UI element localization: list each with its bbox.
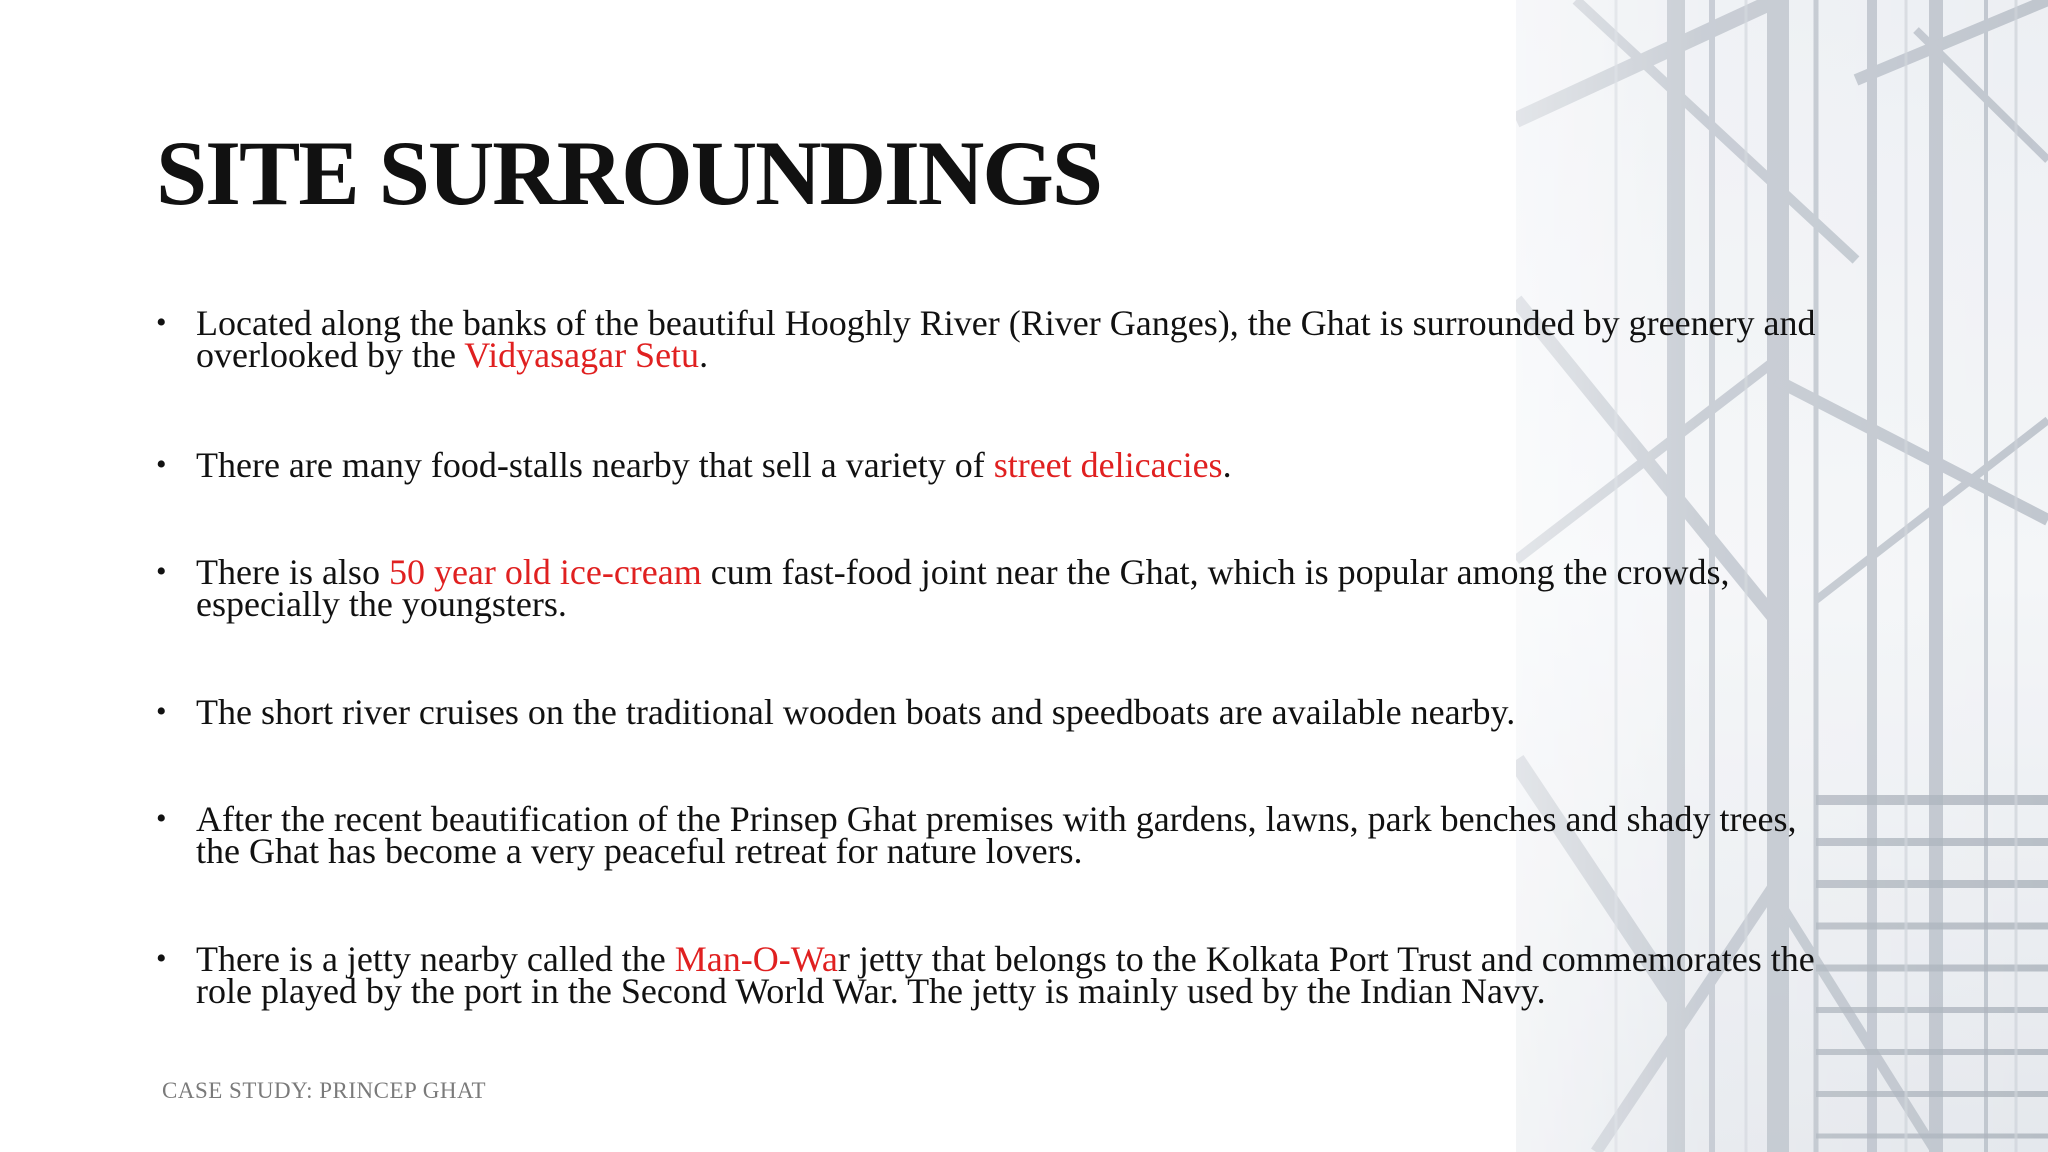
bullet-item: [156, 692, 1836, 732]
bullet-text-part: There is also: [196, 552, 389, 592]
highlighted-text: 50 year old ice-cream: [388, 552, 702, 592]
bullet-text: [196, 939, 1836, 1011]
bullet-marker: •: [156, 942, 167, 975]
bullet-text-part: cum fast-food joint near the Ghat, which is popular among the crowds, especially the youngsters.: [196, 552, 1730, 624]
bullet-text: [196, 303, 1836, 375]
bullet-text-part: .: [1222, 445, 1232, 485]
bullet-text-part: .: [699, 335, 709, 375]
bullet-marker: •: [156, 448, 167, 481]
bullet-text-part: r jetty that belongs to the Kolkata Port Trust and commemorates the role played by the port in the Second World War. The jetty is mainly used by the Indian Navy.: [196, 939, 1815, 1011]
highlighted-text: Vidyasagar Setu: [464, 335, 700, 375]
bullet-item: [156, 799, 1836, 871]
bullet-text-part: The short river cruises on the traditional wooden boats and speedboats are available nearby.: [196, 692, 1516, 732]
bullet-text: [196, 692, 1836, 732]
bullet-item: [156, 303, 1836, 375]
bullet-text-part: Located along the banks of the beautiful Hooghly River (River Ganges), the Ghat is surrounded by greenery and overlooked by the: [196, 303, 1816, 375]
highlighted-text: Man-O-Wa: [674, 939, 838, 979]
bullet-text-part: There are many food-stalls nearby that sell a variety of: [196, 445, 994, 485]
bullet-text: [196, 445, 1836, 485]
slide-title: SITE SURROUNDINGS: [156, 122, 1102, 224]
bullet-item: [156, 552, 1836, 624]
bullet-text-part: There is a jetty nearby called the: [196, 939, 675, 979]
bullet-marker: •: [156, 306, 167, 339]
bullet-text: [196, 799, 1836, 871]
bullet-marker: •: [156, 802, 167, 835]
bullet-text: [196, 552, 1836, 624]
bullet-item: [156, 939, 1836, 1011]
bullet-text-part: After the recent beautification of the Prinsep Ghat premises with gardens, lawns, park benches and shady trees, the Ghat has become a very peaceful retreat for nature lovers.: [196, 799, 1797, 871]
highlighted-text: street delicacies: [993, 445, 1223, 485]
slide-footer: CASE STUDY: PRINCEP GHAT: [162, 1078, 487, 1103]
bullet-item: [156, 445, 1836, 485]
bullet-marker: •: [156, 695, 167, 728]
bullet-marker: •: [156, 555, 167, 588]
